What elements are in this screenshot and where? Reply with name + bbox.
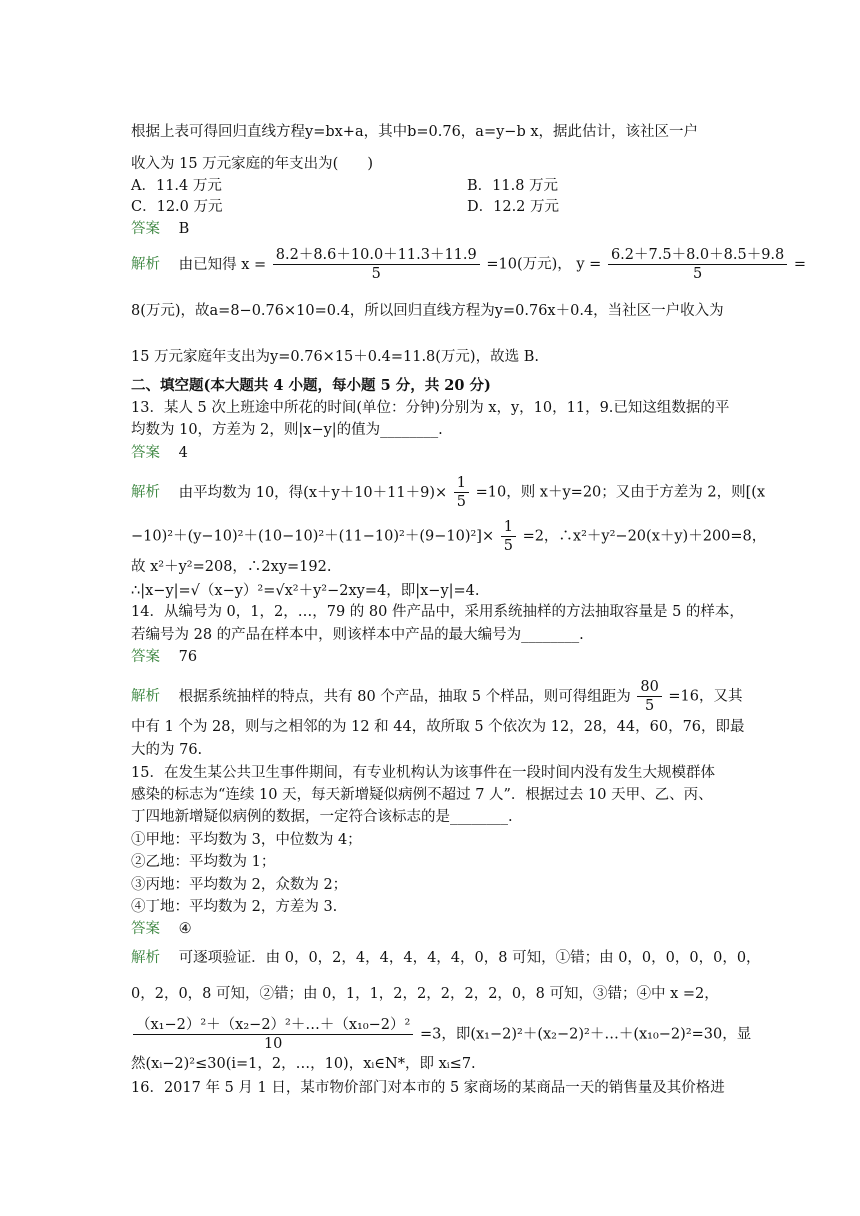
solution-text: =10(万元)， y =	[486, 256, 602, 273]
fraction: $\frac{8.2+8.6+10.0+11.3+11.9}{5}$	[273, 246, 480, 283]
solution-label: 解析	[131, 256, 160, 273]
q15-solution-line2: 0，2，0，8 可知，②错；由 0，1，1，2，2，2，2，2，0，8 可知，③错；④中 x =2，	[131, 986, 719, 1002]
q13-solution-line3: 故 x²＋y²=208，∴2xy=192.	[131, 559, 332, 575]
q15-option-3: ③丙地：平均数为 2，众数为 2；	[131, 877, 348, 893]
answer-value: 4	[178, 445, 188, 461]
solution-text: 由已知得 x =	[178, 256, 267, 273]
q15-solution-line1	[131, 948, 761, 968]
solution-label: 解析	[131, 484, 160, 501]
q12-solution-line2: 8(万元)，故a=8−0.76×10=0.4，所以回归直线方程为y=0.76x＋0.4，当社区一户收入为	[131, 303, 724, 319]
q12-text-line1: 根据上表可得回归直线方程y=bx+a，其中b=0.76，a=y−b x，据此估计，该社区一户	[131, 124, 699, 140]
solution-text: =	[793, 256, 807, 273]
q15-option-1: ①甲地：平均数为 3，中位数为 4；	[131, 832, 362, 848]
answer-label: 答案	[131, 649, 160, 665]
solution-text: =3，即(x₁−2)²＋(x₂−2)²＋…＋(x₁₀−2)²=30，显	[419, 1026, 752, 1043]
solution-label: 解析	[131, 688, 160, 705]
q14-solution-line3: 大的为 76.	[131, 742, 203, 758]
q12-option-d: D．12.2 万元	[467, 199, 560, 215]
q13-solution-line4: ∴|x−y|=√（x−y）²=√x²＋y²−2xy=4，即|x−y|=4.	[131, 583, 480, 599]
answer-label: 答案	[131, 921, 160, 937]
q14-text-line2: 若编号为 28 的产品在样本中，则该样本中产品的最大编号为________.	[131, 627, 584, 643]
q13-text-line2: 均数为 10，方差为 2，则|x−y|的值为________.	[131, 422, 443, 438]
q15-solution-line3	[131, 1016, 751, 1053]
q16-text-line1: 16．2017 年 5 月 1 日，某市物价部门对本市的 5 家商场的某商品一天的销售量及其价格进	[131, 1080, 725, 1096]
q15-option-2: ②乙地：平均数为 1；	[131, 854, 276, 870]
solution-text: =2，∴x²＋y²−20(x＋y)＋200=8，	[522, 528, 767, 545]
solution-text: −10)²＋(y−10)²＋(10−10)²＋(11−10)²＋(9−10)²]×	[131, 528, 495, 545]
q12-solution-line3: 15 万元家庭年支出为y=0.76×15＋0.4=11.8(万元)，故选 B.	[131, 349, 539, 365]
q15-solution-line4: 然(xᵢ−2)²≤30(i=1，2，…，10)，xᵢ∈N*，即 xᵢ≤7.	[131, 1056, 476, 1072]
q15-text-line1: 15．在发生某公共卫生事件期间，有专业机构认为该事件在一段时间内没有发生大规模群体	[131, 765, 715, 781]
q15-answer	[131, 919, 192, 939]
q12-option-b: B．11.8 万元	[467, 178, 559, 194]
q15-option-4: ④丁地：平均数为 2，方差为 3.	[131, 899, 338, 915]
fraction: $\frac{6.2+7.5+8.0+8.5+9.8}{5}$	[608, 246, 787, 283]
q13-solution-line1	[131, 474, 765, 511]
solution-text: 由平均数为 10，得(x＋y＋10＋11＋9)×	[178, 484, 448, 501]
solution-text: =10，则 x＋y=20；又由于方差为 2，则[(x	[475, 484, 766, 501]
q13-text-line1: 13．某人 5 次上班途中所花的时间(单位：分钟)分别为 x，y，10，11，9.已知这组数据的平	[131, 400, 730, 416]
solution-text: 可逐项验证．由 0，0，2，4，4，4，4，4，0，8 可知，①错；由 0，0，0，0，0，0，	[178, 950, 761, 966]
q15-text-line3: 丁四地新增疑似病例的数据，一定符合该标志的是________.	[131, 809, 513, 825]
answer-value: 76	[178, 649, 198, 665]
q13-solution-line2	[131, 518, 766, 555]
answer-value: ④	[178, 921, 192, 937]
q12-option-a: A．11.4 万元	[131, 178, 222, 194]
fraction: $\frac{\text{（x₁−2）²＋（x₂−2）²＋…＋（x₁₀−2）²}}{10}$	[133, 1016, 413, 1053]
answer-label: 答案	[131, 221, 160, 237]
section-title: 二、填空题(本大题共 4 小题，每小题 5 分，共 20 分)	[131, 377, 491, 394]
solution-text: =16，又其	[668, 688, 743, 705]
q12-answer	[131, 219, 189, 239]
q14-solution-line1	[131, 678, 743, 715]
solution-label: 解析	[131, 950, 160, 966]
fraction: $\frac{1}{5}$	[501, 518, 516, 555]
q14-answer	[131, 647, 197, 667]
q12-solution-line1	[131, 246, 806, 283]
q14-text-line1: 14．从编号为 0，1，2，…，79 的 80 件产品中，采用系统抽样的方法抽取容量是 5 的样本，	[131, 604, 744, 620]
solution-text: 根据系统抽样的特点，共有 80 个产品，抽取 5 个样品，则可得组距为	[178, 688, 631, 705]
q12-text-line2: 收入为 15 万元家庭的年支出为( )	[131, 156, 373, 172]
answer-value: B	[178, 221, 190, 237]
fraction: $\frac{80}{5}$	[637, 678, 661, 715]
fraction: $\frac{1}{5}$	[454, 474, 469, 511]
q15-text-line2: 感染的标志为“连续 10 天，每天新增疑似病例不超过 7 人”．根据过去 10 天甲、乙、丙、	[131, 787, 713, 803]
q12-option-c: C．12.0 万元	[131, 199, 223, 215]
q13-answer	[131, 443, 188, 463]
answer-label: 答案	[131, 445, 160, 461]
q14-solution-line2: 中有 1 个为 28，则与之相邻的为 12 和 44，故所取 5 个依次为 12，28，44，60，76，即最	[131, 719, 745, 735]
